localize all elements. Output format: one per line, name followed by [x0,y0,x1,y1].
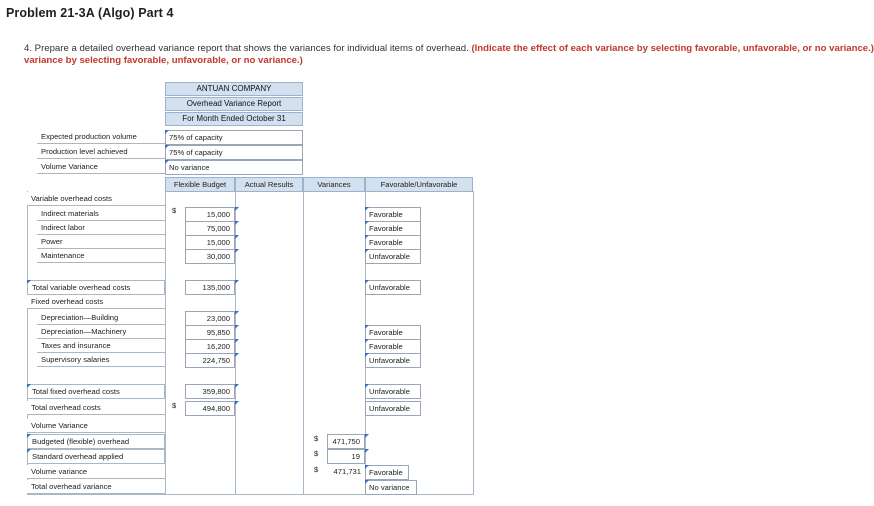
indirect-labor-effect[interactable]: Favorable [365,221,421,236]
power-flexible[interactable]: 15,000 [185,235,235,250]
total-variable-flexible[interactable]: 135,000 [185,280,235,295]
depreciation-machinery-effect[interactable]: Favorable [365,325,421,340]
currency-symbol: $ [314,449,319,458]
volume-variance-label: Volume Variance [37,160,165,174]
report-name: Overhead Variance Report [165,97,303,111]
total-fixed-flexible[interactable]: 359,800 [185,384,235,399]
depreciation-machinery-label: Depreciation—Machinery [37,325,165,339]
total-overhead-effect[interactable]: Unfavorable [365,401,421,416]
depreciation-building-label: Depreciation—Building [37,311,165,325]
power-effect[interactable]: Favorable [365,235,421,250]
total-fixed-effect[interactable]: Unfavorable [365,384,421,399]
supervisory-salaries-label: Supervisory salaries [37,353,165,367]
report-company: ANTUAN COMPANY [165,82,303,96]
instruction-prefix: 4. Prepare a detailed overhead variance report that shows the variances for individual items of overhead. [24,43,472,54]
currency-symbol: $ [172,206,177,215]
indirect-materials-label: Indirect materials [37,207,165,221]
indirect-materials-effect[interactable]: Favorable [365,207,421,222]
achieved-level-input[interactable]: 75% of capacity [165,145,303,160]
maintenance-label: Maintenance [37,249,165,263]
volume-section-header: Volume Variance [27,419,165,433]
col-favorable-unfavorable: Favorable/Unfavorable [365,177,473,192]
col-actual-results: Actual Results [235,177,303,192]
indirect-labor-flexible[interactable]: 75,000 [185,221,235,236]
supervisory-salaries-flexible[interactable]: 224,750 [185,353,235,368]
volume-variance-effect[interactable]: Favorable [365,465,409,480]
indirect-materials-flexible[interactable]: 15,000 [185,207,235,222]
col-flexible-budget: Flexible Budget [165,177,235,192]
maintenance-effect[interactable]: Unfavorable [365,249,421,264]
standard-applied-label[interactable]: Standard overhead applied [27,449,165,464]
total-variable-effect[interactable]: Unfavorable [365,280,421,295]
instruction-emphasis-line2: variance by selecting favorable, unfavorable, or no variance.) [24,54,303,66]
currency-symbol: $ [172,401,177,410]
depreciation-building-flexible[interactable]: 23,000 [185,311,235,326]
currency-symbol: $ [314,465,319,474]
instruction-emphasis: (Indicate the effect of each variance by selecting favorable, unfavorable, or no variance.) [471,43,874,54]
supervisory-salaries-effect[interactable]: Unfavorable [365,353,421,368]
fixed-section-header: Fixed overhead costs [27,295,165,309]
total-overhead-variance-effect[interactable]: No variance [365,480,417,495]
total-overhead-flexible[interactable]: 494,800 [185,401,235,416]
total-overhead-variance-label: Total overhead variance [27,480,165,494]
volume-variance-select[interactable]: No variance [165,160,303,175]
volume-variance-value: 471,731 [333,467,361,476]
depreciation-machinery-flexible[interactable]: 95,850 [185,325,235,340]
taxes-insurance-effect[interactable]: Favorable [365,339,421,354]
power-label: Power [37,235,165,249]
budgeted-overhead-label[interactable]: Budgeted (flexible) overhead [27,434,165,449]
instruction-text [24,43,874,66]
total-variable-label[interactable]: Total variable overhead costs [27,280,165,295]
taxes-insurance-flexible[interactable]: 16,200 [185,339,235,354]
taxes-insurance-label: Taxes and insurance [37,339,165,353]
expected-volume-input[interactable]: 75% of capacity [165,130,303,145]
currency-symbol: $ [314,434,319,443]
total-overhead-label: Total overhead costs [27,401,165,415]
maintenance-flexible[interactable]: 30,000 [185,249,235,264]
budgeted-overhead-variance[interactable]: 471,750 [327,434,365,449]
total-fixed-label[interactable]: Total fixed overhead costs [27,384,165,399]
indirect-labor-label: Indirect labor [37,221,165,235]
achieved-level-label: Production level achieved [37,145,165,159]
report-period: For Month Ended October 31 [165,112,303,126]
expected-volume-label: Expected production volume [37,130,165,144]
variable-section-header: Variable overhead costs [27,192,165,206]
volume-variance-row-label: Volume variance [27,465,165,479]
col-variances: Variances [303,177,365,192]
standard-applied-variance[interactable]: 19 [327,449,365,464]
page-title: Problem 21-3A (Algo) Part 4 [6,6,174,20]
